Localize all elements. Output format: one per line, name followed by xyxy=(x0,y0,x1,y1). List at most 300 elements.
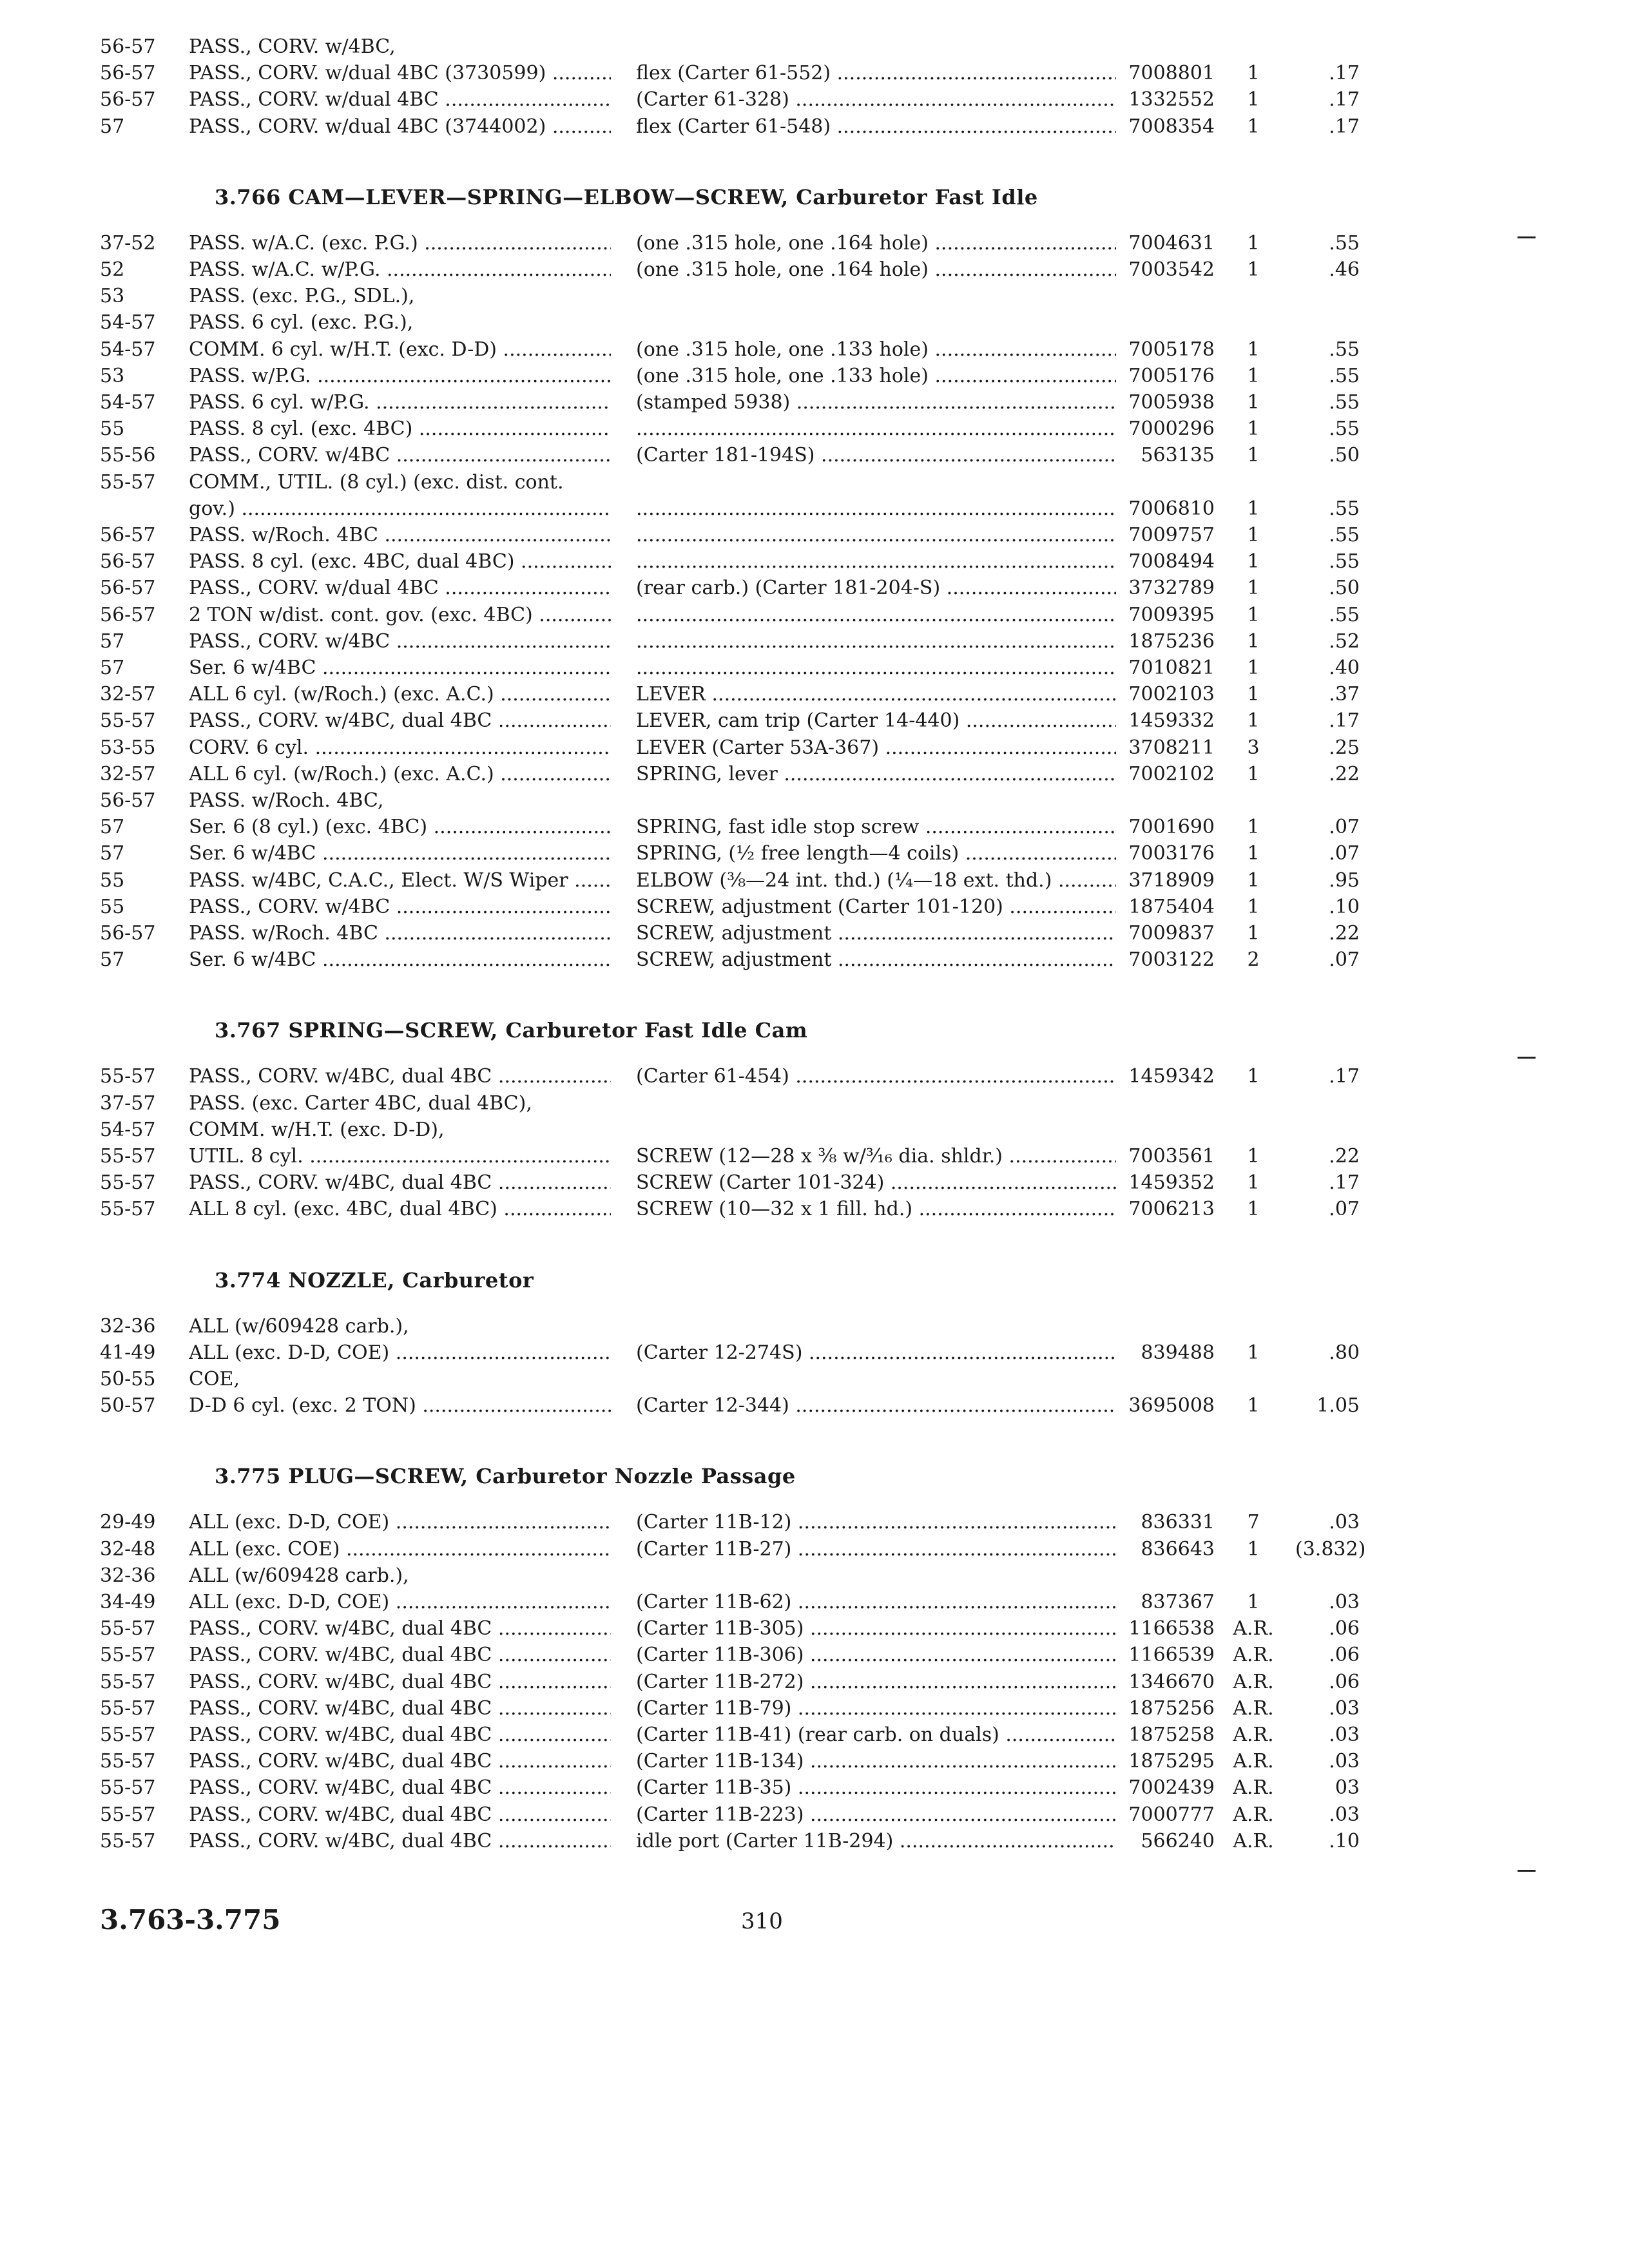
description: SCREW, adjustment ..... xyxy=(636,920,1116,947)
quantity: 1 xyxy=(1247,497,1260,520)
description: (one .315 hole, one .164 hole) ..... xyxy=(636,230,1116,256)
price: .22 xyxy=(1329,1145,1360,1168)
description: idle port (Carter 11B-294) ..... xyxy=(636,1828,1116,1854)
application: gov.) ..... xyxy=(189,495,611,522)
application: PASS. w/Roch. 4BC, xyxy=(189,789,384,812)
model-years: 55-57 xyxy=(100,1145,156,1168)
description: SCREW, adjustment ..... xyxy=(636,947,1116,973)
model-years: 56-57 xyxy=(100,922,156,945)
price: .07 xyxy=(1329,816,1360,839)
quantity: 1 xyxy=(1247,550,1260,573)
part-number: 566240 xyxy=(1141,1829,1215,1852)
quantity: A.R. xyxy=(1233,1776,1274,1800)
price: .46 xyxy=(1329,258,1360,281)
quantity: 1 xyxy=(1247,258,1260,281)
application: Ser. 6 (8 cyl.) (exc. 4BC) ..... xyxy=(189,814,611,840)
model-years: 53 xyxy=(100,364,125,387)
application: PASS. 6 cyl. (exc. P.G.), xyxy=(189,311,414,334)
part-number: 1875256 xyxy=(1128,1696,1215,1720)
model-years: 32-36 xyxy=(100,1564,156,1587)
parts-row xyxy=(0,628,1629,655)
parts-row xyxy=(0,1392,1629,1419)
part-number: 7008801 xyxy=(1128,62,1215,85)
part-number: 1332552 xyxy=(1128,88,1215,111)
part-number: 7009837 xyxy=(1128,922,1215,945)
parts-row xyxy=(0,309,1629,336)
parts-row xyxy=(0,1748,1629,1774)
model-years: 54-57 xyxy=(100,1118,156,1141)
price: .55 xyxy=(1329,497,1360,520)
parts-row xyxy=(0,416,1629,442)
part-number: 3718909 xyxy=(1128,869,1215,892)
part-number: 836643 xyxy=(1141,1537,1215,1561)
quantity: 1 xyxy=(1247,1171,1260,1195)
price: .03 xyxy=(1329,1724,1360,1746)
model-years: 55-57 xyxy=(100,1644,156,1667)
model-years: 50-55 xyxy=(100,1368,156,1390)
parts-row xyxy=(0,1589,1629,1615)
model-years: 55 xyxy=(100,895,125,918)
price: .03 xyxy=(1329,1696,1360,1720)
part-number: 7002102 xyxy=(1128,762,1215,785)
application: PASS., CORV. w/4BC, dual 4BC ..... xyxy=(189,1615,611,1642)
quantity: 1 xyxy=(1247,418,1260,441)
application: ALL (exc. D-D, COE) ..... xyxy=(189,1340,611,1366)
parts-row xyxy=(0,1117,1629,1143)
model-years: 56-57 xyxy=(100,550,156,573)
price: .17 xyxy=(1329,115,1360,138)
model-years: 52 xyxy=(100,258,125,281)
part-number: 1875295 xyxy=(1128,1750,1215,1773)
application: ALL (exc. D-D, COE) ..... xyxy=(189,1509,611,1535)
quantity: 1 xyxy=(1247,629,1260,653)
model-years: 32-57 xyxy=(100,683,156,706)
part-number: 7009757 xyxy=(1128,524,1215,546)
parts-row xyxy=(0,522,1629,548)
quantity: 1 xyxy=(1247,657,1260,679)
part-number: 7006810 xyxy=(1128,497,1215,520)
description: (Carter 11B-272) ..... xyxy=(636,1669,1116,1695)
part-number: 7000296 xyxy=(1128,418,1215,441)
quantity: 1 xyxy=(1247,1537,1260,1561)
model-years: 32-57 xyxy=(100,762,156,785)
quantity: 1 xyxy=(1247,895,1260,918)
part-number: 7009395 xyxy=(1128,603,1215,626)
quantity: 1 xyxy=(1247,869,1260,892)
section-heading: 3.775 PLUG—SCREW, Carburetor Nozzle Passage xyxy=(215,1464,796,1489)
parts-row xyxy=(0,840,1629,867)
price: .55 xyxy=(1329,364,1360,387)
model-years: 55-57 xyxy=(100,1171,156,1195)
application: ALL 6 cyl. (w/Roch.) (exc. A.C.) ..... xyxy=(189,761,611,787)
model-years: 55-57 xyxy=(100,1696,156,1720)
description: (Carter 11B-41) (rear carb. on duals) ..... xyxy=(636,1722,1116,1748)
description xyxy=(636,416,1116,442)
quantity: 1 xyxy=(1247,231,1260,255)
quantity: 1 xyxy=(1247,1591,1260,1613)
description: LEVER (Carter 53A-367) ..... xyxy=(636,735,1116,761)
application: PASS., CORV. w/dual 4BC ..... xyxy=(189,86,611,113)
description: (Carter 11B-223) ..... xyxy=(636,1802,1116,1828)
model-years: 29-49 xyxy=(100,1511,156,1534)
description xyxy=(636,655,1116,681)
part-number: 7000777 xyxy=(1128,1803,1215,1826)
parts-row xyxy=(0,1722,1629,1748)
parts-row xyxy=(0,1169,1629,1196)
application: PASS. 8 cyl. (exc. 4BC) ..... xyxy=(189,416,611,442)
part-number: 1459352 xyxy=(1128,1171,1215,1195)
parts-row xyxy=(0,1828,1629,1854)
model-years: 56-57 xyxy=(100,88,156,111)
parts-row xyxy=(0,735,1629,761)
application: COMM., UTIL. (8 cyl.) (exc. dist. cont. xyxy=(189,470,564,494)
price: .03 xyxy=(1329,1803,1360,1826)
description: (Carter 11B-27) ..... xyxy=(636,1536,1116,1562)
parts-row xyxy=(0,283,1629,309)
parts-row xyxy=(0,1313,1629,1340)
description: SCREW (10—32 x 1 fill. hd.) ..... xyxy=(636,1196,1116,1222)
quantity: 1 xyxy=(1247,603,1260,626)
quantity: A.R. xyxy=(1233,1644,1274,1667)
price: .52 xyxy=(1329,629,1360,653)
quantity: 1 xyxy=(1247,1065,1260,1088)
price: .07 xyxy=(1329,1198,1360,1221)
quantity: 1 xyxy=(1247,115,1260,138)
part-number: 839488 xyxy=(1141,1341,1215,1364)
model-years: 34-49 xyxy=(100,1591,156,1613)
quantity: 1 xyxy=(1247,842,1260,865)
parts-row xyxy=(0,761,1629,787)
quantity: 1 xyxy=(1247,62,1260,85)
price: .55 xyxy=(1329,524,1360,546)
section-heading: 3.767 SPRING—SCREW, Carburetor Fast Idle Cam xyxy=(215,1018,808,1043)
quantity: 1 xyxy=(1247,683,1260,706)
quantity: 1 xyxy=(1247,524,1260,546)
price: .25 xyxy=(1329,736,1360,759)
model-years: 55-56 xyxy=(100,444,156,467)
application: PASS., CORV. w/4BC, dual 4BC ..... xyxy=(189,1642,611,1668)
description: flex (Carter 61-552) ..... xyxy=(636,60,1116,86)
application: PASS. (exc. Carter 4BC, dual 4BC), xyxy=(189,1091,532,1115)
description: (one .315 hole, one .133 hole) ..... xyxy=(636,336,1116,363)
quantity: 1 xyxy=(1247,1145,1260,1168)
parts-row xyxy=(0,1063,1629,1090)
price: 1.05 xyxy=(1316,1394,1360,1418)
model-years: 55-57 xyxy=(100,470,156,494)
quantity: A.R. xyxy=(1233,1617,1274,1640)
price: .06 xyxy=(1329,1617,1360,1640)
price: .17 xyxy=(1329,88,1360,111)
model-years: 55-57 xyxy=(100,1670,156,1693)
price: .55 xyxy=(1329,231,1360,255)
application: PASS., CORV. w/4BC, dual 4BC ..... xyxy=(189,1669,611,1695)
part-number: 1875236 xyxy=(1128,629,1215,653)
application: PASS., CORV. w/4BC ..... xyxy=(189,628,611,655)
description xyxy=(636,522,1116,548)
model-years: 57 xyxy=(100,816,125,839)
model-years: 56-57 xyxy=(100,603,156,626)
part-number: 7003122 xyxy=(1128,948,1215,972)
parts-row xyxy=(0,1562,1629,1589)
margin-mark xyxy=(1518,236,1536,238)
application: Ser. 6 w/4BC ..... xyxy=(189,840,611,867)
description: SCREW, adjustment (Carter 101-120) ..... xyxy=(636,894,1116,920)
price: .10 xyxy=(1329,1829,1360,1852)
model-years: 32-36 xyxy=(100,1314,156,1338)
section-heading: 3.774 NOZZLE, Carburetor xyxy=(215,1267,534,1293)
price: (3.832) xyxy=(1295,1537,1366,1561)
part-number: 7005176 xyxy=(1128,364,1215,387)
margin-mark xyxy=(1518,1870,1536,1872)
model-years: 57 xyxy=(100,657,125,679)
description: (Carter 11B-305) ..... xyxy=(636,1615,1116,1642)
parts-row xyxy=(0,442,1629,468)
parts-row xyxy=(0,707,1629,734)
quantity: 1 xyxy=(1247,1394,1260,1418)
price: .07 xyxy=(1329,842,1360,865)
model-years: 55-57 xyxy=(100,1065,156,1088)
description: (Carter 11B-79) ..... xyxy=(636,1695,1116,1722)
application: PASS. (exc. P.G., SDL.), xyxy=(189,285,415,308)
model-years: 56-57 xyxy=(100,789,156,812)
parts-row xyxy=(0,1669,1629,1695)
application: PASS., CORV. w/dual 4BC (3744002) ..... xyxy=(189,113,611,140)
part-number: 7008494 xyxy=(1128,550,1215,573)
price: .55 xyxy=(1329,338,1360,361)
price: .55 xyxy=(1329,418,1360,441)
parts-row xyxy=(0,1695,1629,1722)
part-number: 563135 xyxy=(1141,444,1215,467)
parts-row xyxy=(0,814,1629,840)
quantity: A.R. xyxy=(1233,1670,1274,1693)
price: .03 xyxy=(1329,1750,1360,1773)
application: Ser. 6 w/4BC ..... xyxy=(189,655,611,681)
description xyxy=(636,548,1116,575)
description: (Carter 12-344) ..... xyxy=(636,1392,1116,1419)
application: PASS. w/Roch. 4BC ..... xyxy=(189,920,611,947)
application: 2 TON w/dist. cont. gov. (exc. 4BC) ..... xyxy=(189,602,611,628)
application: PASS., CORV. w/4BC, dual 4BC ..... xyxy=(189,707,611,734)
application: PASS., CORV. w/4BC, xyxy=(189,35,396,58)
part-number: 1166538 xyxy=(1128,1617,1215,1640)
part-number: 7005938 xyxy=(1128,391,1215,414)
price: .55 xyxy=(1329,603,1360,626)
part-number: 7003176 xyxy=(1128,842,1215,865)
parts-row xyxy=(0,495,1629,522)
parts-row xyxy=(0,867,1629,894)
model-years: 50-57 xyxy=(100,1394,156,1418)
model-years: 56-57 xyxy=(100,577,156,600)
parts-row xyxy=(0,548,1629,575)
application: PASS., CORV. w/4BC, dual 4BC ..... xyxy=(189,1828,611,1854)
parts-row xyxy=(0,1615,1629,1642)
parts-row xyxy=(0,113,1629,140)
parts-row xyxy=(0,575,1629,601)
description: (Carter 11B-134) ..... xyxy=(636,1748,1116,1774)
model-years: 37-52 xyxy=(100,231,156,255)
application: PASS. w/A.C. (exc. P.G.) ..... xyxy=(189,230,611,256)
model-years: 55 xyxy=(100,869,125,892)
part-number: 7006213 xyxy=(1128,1198,1215,1221)
model-years: 57 xyxy=(100,629,125,653)
parts-row xyxy=(0,1774,1629,1801)
parts-row xyxy=(0,602,1629,628)
application: ALL 8 cyl. (exc. 4BC, dual 4BC) ..... xyxy=(189,1196,611,1222)
description xyxy=(636,628,1116,655)
parts-row xyxy=(0,1340,1629,1366)
application: PASS., CORV. w/4BC, dual 4BC ..... xyxy=(189,1748,611,1774)
price: 03 xyxy=(1335,1776,1360,1800)
margin-mark xyxy=(1518,1057,1536,1059)
description: ELBOW (⅜—24 int. thd.) (¼—18 ext. thd.) ..... xyxy=(636,867,1116,894)
part-number: 7003542 xyxy=(1128,258,1215,281)
application: ALL (exc. COE) ..... xyxy=(189,1536,611,1562)
part-number: 1459332 xyxy=(1128,709,1215,733)
application: COMM. w/H.T. (exc. D-D), xyxy=(189,1118,445,1141)
price: .22 xyxy=(1329,922,1360,945)
part-number: 1459342 xyxy=(1128,1065,1215,1088)
quantity: 1 xyxy=(1247,577,1260,600)
application: PASS. w/P.G. ..... xyxy=(189,363,611,389)
quantity: A.R. xyxy=(1233,1750,1274,1773)
parts-row xyxy=(0,1509,1629,1535)
part-number: 3708211 xyxy=(1128,736,1215,759)
model-years: 57 xyxy=(100,842,125,865)
application: PASS., CORV. w/dual 4BC (3730599) ..... xyxy=(189,60,611,86)
application: COE, xyxy=(189,1368,240,1390)
quantity: 1 xyxy=(1247,1341,1260,1364)
parts-row xyxy=(0,1090,1629,1117)
price: .80 xyxy=(1329,1341,1360,1364)
price: .17 xyxy=(1329,709,1360,733)
parts-row xyxy=(0,681,1629,707)
price: .03 xyxy=(1329,1591,1360,1613)
model-years: 54-57 xyxy=(100,391,156,414)
quantity: A.R. xyxy=(1233,1803,1274,1826)
model-years: 55-57 xyxy=(100,709,156,733)
quantity: 1 xyxy=(1247,922,1260,945)
description: (Carter 11B-62) ..... xyxy=(636,1589,1116,1615)
parts-row xyxy=(0,920,1629,947)
description: (Carter 61-328) ..... xyxy=(636,86,1116,113)
model-years: 54-57 xyxy=(100,311,156,334)
parts-row xyxy=(0,34,1629,60)
application: COMM. 6 cyl. w/H.T. (exc. D-D) ..... xyxy=(189,336,611,363)
quantity: 1 xyxy=(1247,338,1260,361)
section-heading: 3.766 CAM—LEVER—SPRING—ELBOW—SCREW, Carburetor Fast Idle xyxy=(215,184,1038,209)
price: .17 xyxy=(1329,1065,1360,1088)
application: PASS. 8 cyl. (exc. 4BC, dual 4BC) ..... xyxy=(189,548,611,575)
quantity: 1 xyxy=(1247,364,1260,387)
price: .55 xyxy=(1329,550,1360,573)
application: D-D 6 cyl. (exc. 2 TON) ..... xyxy=(189,1392,611,1419)
application: PASS., CORV. w/4BC, dual 4BC ..... xyxy=(189,1063,611,1090)
parts-row xyxy=(0,469,1629,495)
application: PASS., CORV. w/4BC, dual 4BC ..... xyxy=(189,1695,611,1722)
description: SPRING, (½ free length—4 coils) ..... xyxy=(636,840,1116,867)
part-number: 7005178 xyxy=(1128,338,1215,361)
model-years: 55-57 xyxy=(100,1724,156,1746)
application: PASS., CORV. w/4BC, dual 4BC ..... xyxy=(189,1802,611,1828)
price: .17 xyxy=(1329,62,1360,85)
model-years: 37-57 xyxy=(100,1091,156,1115)
application: PASS., CORV. w/4BC ..... xyxy=(189,894,611,920)
model-years: 54-57 xyxy=(100,338,156,361)
model-years: 53-55 xyxy=(100,736,156,759)
parts-row xyxy=(0,655,1629,681)
part-number: 7003561 xyxy=(1128,1145,1215,1168)
part-number: 1166539 xyxy=(1128,1644,1215,1667)
part-number: 1875404 xyxy=(1128,895,1215,918)
quantity: 1 xyxy=(1247,816,1260,839)
description: LEVER ..... xyxy=(636,681,1116,707)
model-years: 53 xyxy=(100,285,125,308)
parts-row xyxy=(0,1143,1629,1169)
description: SCREW (Carter 101-324) ..... xyxy=(636,1169,1116,1196)
part-number: 7010821 xyxy=(1128,657,1215,679)
part-number: 836331 xyxy=(1141,1511,1215,1534)
price: .10 xyxy=(1329,895,1360,918)
quantity: 1 xyxy=(1247,709,1260,733)
page-number: 310 xyxy=(741,1908,783,1934)
price: .06 xyxy=(1329,1670,1360,1693)
parts-row xyxy=(0,947,1629,973)
description: (one .315 hole, one .133 hole) ..... xyxy=(636,363,1116,389)
price: .50 xyxy=(1329,444,1360,467)
model-years: 55-57 xyxy=(100,1803,156,1826)
description: (rear carb.) (Carter 181-204-S) ..... xyxy=(636,575,1116,601)
section-range: 3.763-3.775 xyxy=(100,1904,281,1936)
model-years: 55-57 xyxy=(100,1198,156,1221)
parts-row xyxy=(0,230,1629,256)
parts-row xyxy=(0,1802,1629,1828)
description: SPRING, fast idle stop screw ..... xyxy=(636,814,1116,840)
parts-row xyxy=(0,389,1629,416)
quantity: A.R. xyxy=(1233,1696,1274,1720)
description: (Carter 11B-35) ..... xyxy=(636,1774,1116,1801)
quantity: 7 xyxy=(1247,1511,1260,1534)
model-years: 55 xyxy=(100,418,125,441)
part-number: 837367 xyxy=(1141,1591,1215,1613)
part-number: 7001690 xyxy=(1128,816,1215,839)
price: .06 xyxy=(1329,1644,1360,1667)
parts-row xyxy=(0,86,1629,113)
part-number: 1346670 xyxy=(1128,1670,1215,1693)
model-years: 41-49 xyxy=(100,1341,156,1364)
description: (Carter 11B-306) ..... xyxy=(636,1642,1116,1668)
application: PASS., CORV. w/dual 4BC ..... xyxy=(189,575,611,601)
application: PASS. w/Roch. 4BC ..... xyxy=(189,522,611,548)
model-years: 55-57 xyxy=(100,1829,156,1852)
price: .37 xyxy=(1329,683,1360,706)
price: .07 xyxy=(1329,948,1360,972)
description: LEVER, cam trip (Carter 14-440) ..... xyxy=(636,707,1116,734)
price: .55 xyxy=(1329,391,1360,414)
description: (Carter 181-194S) ..... xyxy=(636,442,1116,468)
application: Ser. 6 w/4BC ..... xyxy=(189,947,611,973)
quantity: A.R. xyxy=(1233,1829,1274,1852)
part-number: 1875258 xyxy=(1128,1724,1215,1746)
description: (stamped 5938) ..... xyxy=(636,389,1116,416)
model-years: 55-57 xyxy=(100,1776,156,1800)
description: flex (Carter 61-548) ..... xyxy=(636,113,1116,140)
part-number: 3695008 xyxy=(1128,1394,1215,1418)
application: PASS., CORV. w/4BC ..... xyxy=(189,442,611,468)
parts-row xyxy=(0,336,1629,363)
model-years: 55-57 xyxy=(100,1750,156,1773)
model-years: 55-57 xyxy=(100,1617,156,1640)
parts-row xyxy=(0,1642,1629,1668)
